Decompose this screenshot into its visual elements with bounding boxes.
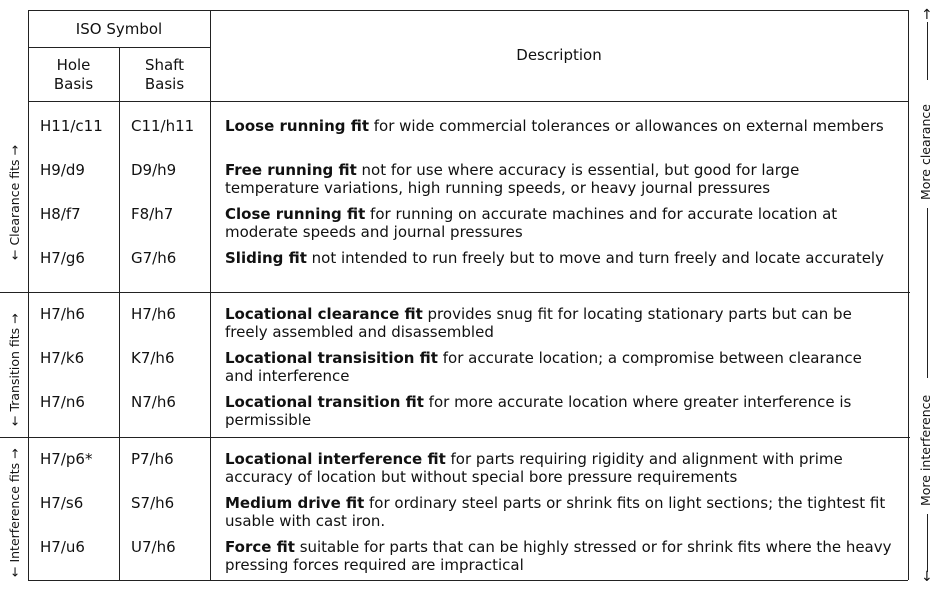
arrow-up-icon: ↑ [921,7,933,23]
description-cell: Force fit suitable for parts that can be highly stressed or for shrink fits where the heavy pressing forces required are impractical [225,538,892,574]
hole-basis-cell: H7/u6 [40,538,85,556]
description-cell: Locational interference fit for parts requiring rigidity and alignment with prime accuracy of location but without special bore pressure requirements [225,450,843,486]
right-arrow-bottom-shaft [927,514,928,572]
hole-basis-cell: H11/c11 [40,117,103,135]
shaft-basis-cell: P7/h6 [131,450,174,468]
shaft-basis-cell: N7/h6 [131,393,176,411]
shaft-basis-cell: F8/h7 [131,205,174,223]
iso-symbol-header: ISO Symbol [75,20,163,38]
hole-basis-cell: H7/s6 [40,494,84,512]
table-bottom-border [28,580,908,581]
symbol-description-divider [210,10,211,580]
description-cell: Loose running fit for wide commercial tolerances or allowances on external members [225,117,884,135]
description-cell: Locational transisition fit for accurate location; a compromise between clearance and interference [225,349,862,385]
hole-basis-cell: H7/g6 [40,249,85,267]
hole-shaft-divider [119,47,120,580]
shaft-basis-cell: G7/h6 [131,249,177,267]
right-arrow-top-shaft [927,22,928,80]
hole-basis-cell: H8/f7 [40,205,81,223]
more-clearance-label: More clearance [918,104,933,200]
description-cell: Free running fit not for use where accuracy is essential, but good for large temperature variations, high running speeds, or heavy journal pressures [225,161,800,197]
description-cell: Medium drive fit for ordinary steel parts or shrink fits on light sections; the tightest fit usable with cast iron. [225,494,886,530]
transition-fits-label: ← Transition fits → [7,313,22,426]
shaft-basis-cell: K7/h6 [131,349,175,367]
hole-basis-header: Hole Basis [53,56,94,93]
clearance-fits-label: ← Clearance fits → [7,145,22,260]
shaft-basis-cell: C11/h11 [131,117,195,135]
hole-basis-cell: H7/h6 [40,305,85,323]
description-cell: Locational clearance fit provides snug fit for locating stationary parts but can be freely assembled and disassembled [225,305,852,341]
header-bottom-border [28,101,908,102]
hole-basis-cell: H7/p6* [40,450,93,468]
table-top-border [28,10,908,11]
table-right-border [908,10,909,580]
interference-fits-label: ← Interference fits → [7,448,22,577]
hole-basis-cell: H9/d9 [40,161,85,179]
shaft-basis-cell: S7/h6 [131,494,175,512]
shaft-basis-cell: U7/h6 [131,538,176,556]
shaft-basis-cell: D9/h9 [131,161,177,179]
more-interference-label: More interference [918,394,933,506]
shaft-basis-cell: H7/h6 [131,305,176,323]
transition-group-divider [0,437,910,438]
description-cell: Locational transition fit for more accurate location where greater interference is permissible [225,393,852,429]
clearance-group-divider [0,292,910,293]
description-header: Description [516,46,602,64]
right-arrow-middle-shaft [927,208,928,378]
hole-basis-cell: H7/n6 [40,393,85,411]
arrow-down-icon: ↓ [921,569,933,585]
description-cell: Sliding fit not intended to run freely but to move and turn freely and locate accurately [225,249,884,267]
shaft-basis-header: Shaft Basis [144,56,185,93]
table-left-border [28,10,29,580]
hole-basis-cell: H7/k6 [40,349,85,367]
description-cell: Close running fit for running on accurate machines and for accurate location at moderate speeds and journal pressures [225,205,838,241]
